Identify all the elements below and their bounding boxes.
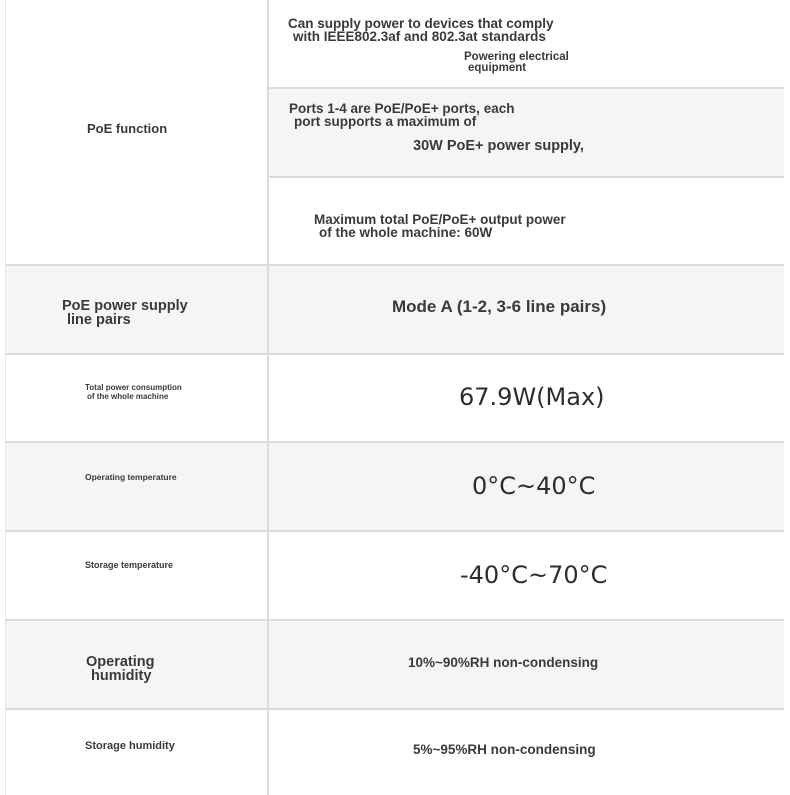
poe-pairs-value: Mode A (1-2, 3-6 line pairs) xyxy=(392,297,607,316)
storage-temp-label: Storage temperature xyxy=(85,560,174,570)
storage-humidity-label-cell xyxy=(6,710,269,795)
poe-ports-line-3: 30W PoE+ power supply, xyxy=(413,138,584,154)
operating-humidity-label-line-1: Operating xyxy=(86,654,155,670)
storage-temp-label-cell xyxy=(6,532,269,621)
poe-standards-line-2: with IEEE802.3af and 802.3at standards xyxy=(293,29,546,44)
right-margin xyxy=(784,0,790,795)
operating-temp-label-cell xyxy=(6,443,269,532)
storage-humidity-value: 5%~95%RH non-condensing xyxy=(413,742,596,757)
poe-total-line-2: of the whole machine: 60W xyxy=(319,225,493,240)
operating-humidity-label-line-2: humidity xyxy=(91,668,152,684)
operating-temp-value-cell xyxy=(269,443,784,532)
operating-humidity-value-cell xyxy=(269,621,784,710)
poe-function-label: PoE function xyxy=(87,121,168,136)
power-consumption-label-line-1: Total power consumption xyxy=(85,383,182,392)
poe-standards-line-1: Can supply power to devices that comply xyxy=(288,16,554,31)
operating-temp-label: Operating temperature xyxy=(85,472,177,482)
poe-pairs-value-cell xyxy=(269,266,784,355)
storage-temp-value-cell xyxy=(269,532,784,621)
operating-temp-value: 0°C~40°C xyxy=(472,472,596,500)
power-consumption-value-cell xyxy=(269,355,784,443)
poe-note-line-2: equipment xyxy=(468,62,527,74)
storage-temp-value: -40°C~70°C xyxy=(460,561,608,589)
poe-function-value-2-cell xyxy=(269,89,784,178)
poe-function-value-1-cell xyxy=(269,0,784,89)
poe-total-line-1: Maximum total PoE/PoE+ output power xyxy=(314,212,566,227)
poe-function-label-cell xyxy=(6,0,269,266)
storage-humidity-label: Storage humidity xyxy=(85,740,175,752)
storage-humidity-value-cell xyxy=(269,710,784,795)
poe-ports-line-2: port supports a maximum of xyxy=(294,114,477,129)
poe-pairs-label-line-2: line pairs xyxy=(67,312,131,328)
operating-humidity-label-cell xyxy=(6,621,269,710)
poe-pairs-label-cell xyxy=(6,266,269,355)
power-consumption-label-line-2: of the whole machine xyxy=(87,392,169,401)
poe-ports-line-1: Ports 1-4 are PoE/PoE+ ports, each xyxy=(289,101,515,116)
operating-humidity-value: 10%~90%RH non-condensing xyxy=(408,655,599,670)
power-consumption-value: 67.9W(Max) xyxy=(459,383,605,411)
poe-function-value-3-cell xyxy=(269,178,784,266)
poe-pairs-label-line-1: PoE power supply xyxy=(62,298,188,314)
poe-note-line-1: Powering electrical xyxy=(464,51,569,63)
power-consumption-label-cell xyxy=(6,355,269,443)
